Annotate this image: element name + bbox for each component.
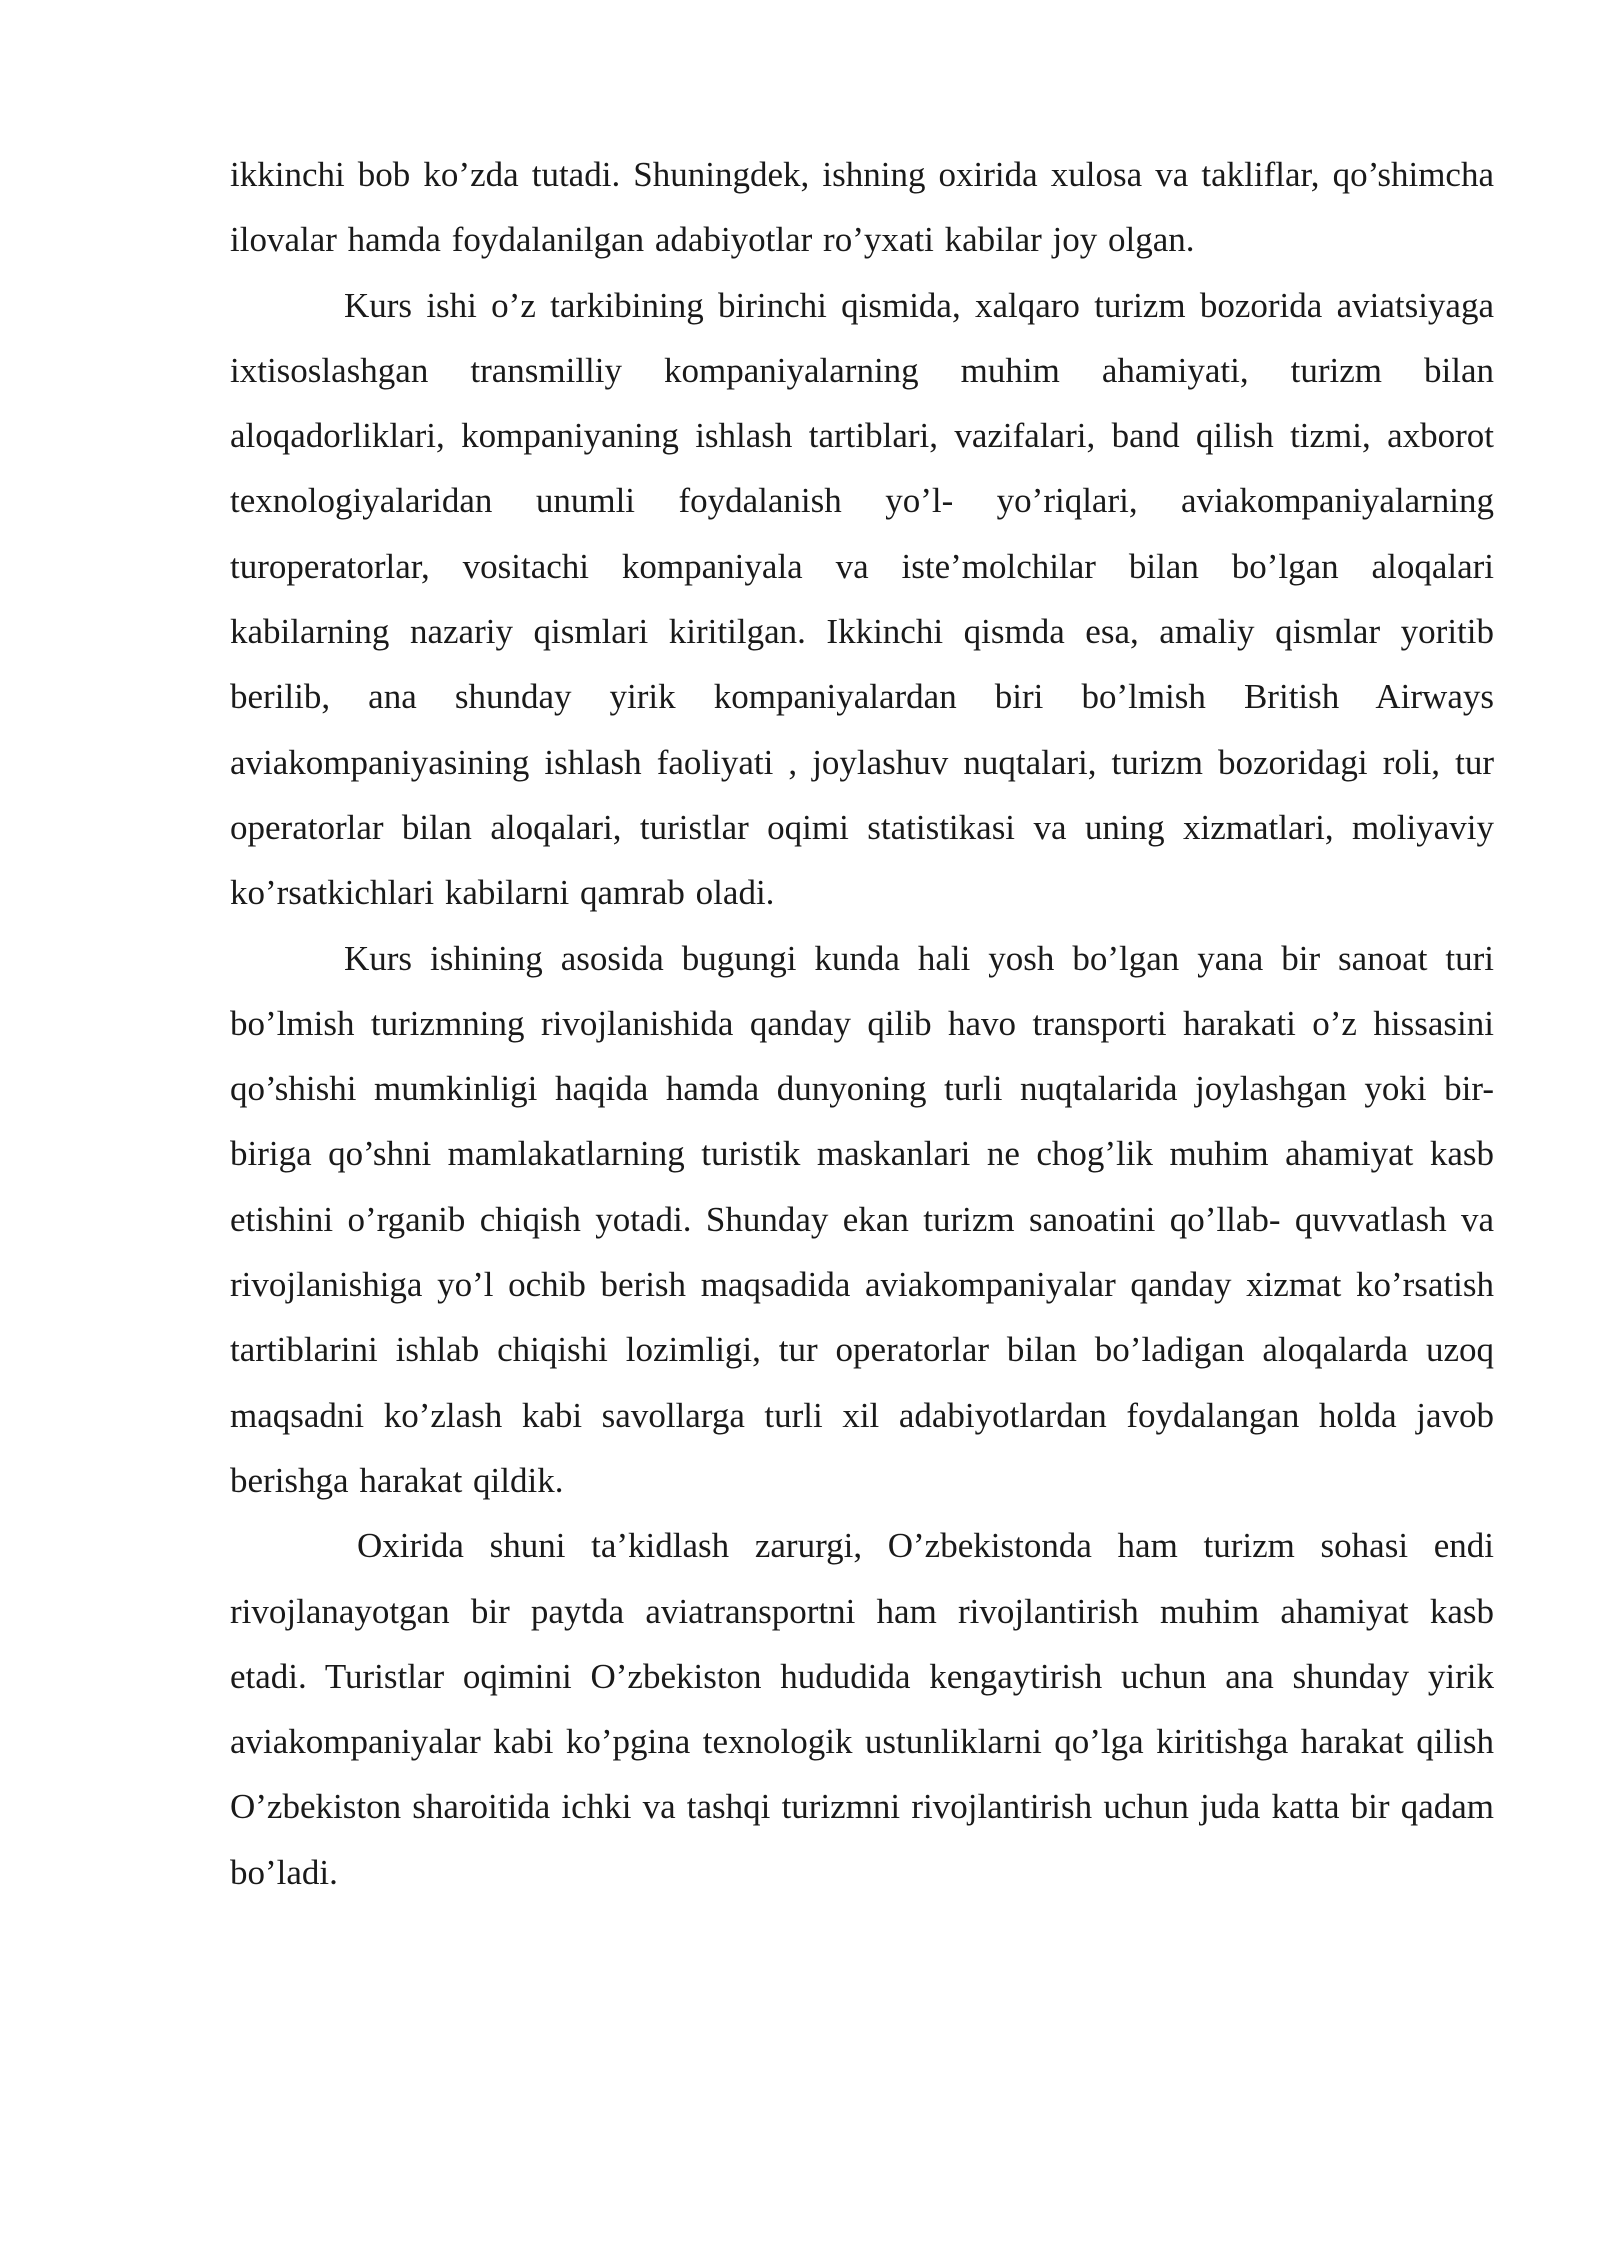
document-body: [230, 142, 1494, 1905]
paragraph-course-work-basis: Kurs ishining asosida bugungi kunda hali yosh bo’lgan yana bir sanoat turi bo’lmish turizmning rivojlanishida qanday qilib havo transporti harakati o’z hissasini qo’shishi mumkinligi haqida hamda dunyoning turli nuqtalarida joylashgan yoki bir- biriga qo’shni mamlakatlarning turistik maskanlari ne chog’lik muhim ahamiyat kasb etishini o’rganib chiqish yotadi. Shunday ekan turizm sanoatini qo’llab- quvvatlash va rivojlanishiga yo’l ochib berish maqsadida aviakompaniyalar qanday xizmat ko’rsatish tartiblarini ishlab chiqishi lozimligi, tur operatorlar bilan bo’ladigan aloqalarda uzoq maqsadni ko’zlash kabi savollarga turli xil adabiyotlardan foydalangan holda javob berishga harakat qildik.: [230, 938, 1494, 1500]
paragraph-conclusion: Oxirida shuni ta’kidlash zarurgi, O’zbekistonda ham turizm sohasi endi rivojlanayotgan bir paytda aviatransportni ham rivojlantirish muhim ahamiyat kasb etadi. Turistlar oqimini O’zbekiston hududida kengaytirish uchun ana shunday yirik aviakompaniyalar kabi ko’pgina texnologik ustunliklarni qo’lga kiritishga harakat qilish O’zbekiston sharoitida ichki va tashqi turizmni rivojlantirish uchun juda katta bir qadam bo’ladi.: [230, 1526, 1494, 1892]
paragraph-course-work-first-part: Kurs ishi o’z tarkibining birinchi qismida, xalqaro turizm bozorida aviatsiyaga ixtisoslashgan transmilliy kompaniyalarning muhim ahamiyati, turizm bilan aloqadorliklari, kompaniyaning ishlash tartiblari, vazifalari, band qilish tizmi, axborot texnologiyalaridan unumli foydalanish yo’l- yo’riqlari, aviakompaniyalarning turoperatorlar, vositachi kompaniyala va iste’molchilar bilan bo’lgan aloqalari kabilarning nazariy qismlari kiritilgan. Ikkinchi qismda esa, amaliy qismlar yoritib berilib, ana shunday yirik kompaniyalardan biri bo’lmish British Airways aviakompaniyasining ishlash faoliyati , joylashuv nuqtalari, turizm bozoridagi roli, tur operatorlar bilan aloqalari, turistlar oqimi statistikasi va uning xizmatlari, moliyaviy ko’rsatkichlari kabilarni qamrab oladi.: [230, 285, 1494, 913]
paragraph-continuation: ikkinchi bob ko’zda tutadi. Shuningdek, ishning oxirida xulosa va takliflar, qo’shimcha ilovalar hamda foydalanilgan adabiyotlar ro’yxati kabilar joy olgan.: [230, 155, 1494, 260]
